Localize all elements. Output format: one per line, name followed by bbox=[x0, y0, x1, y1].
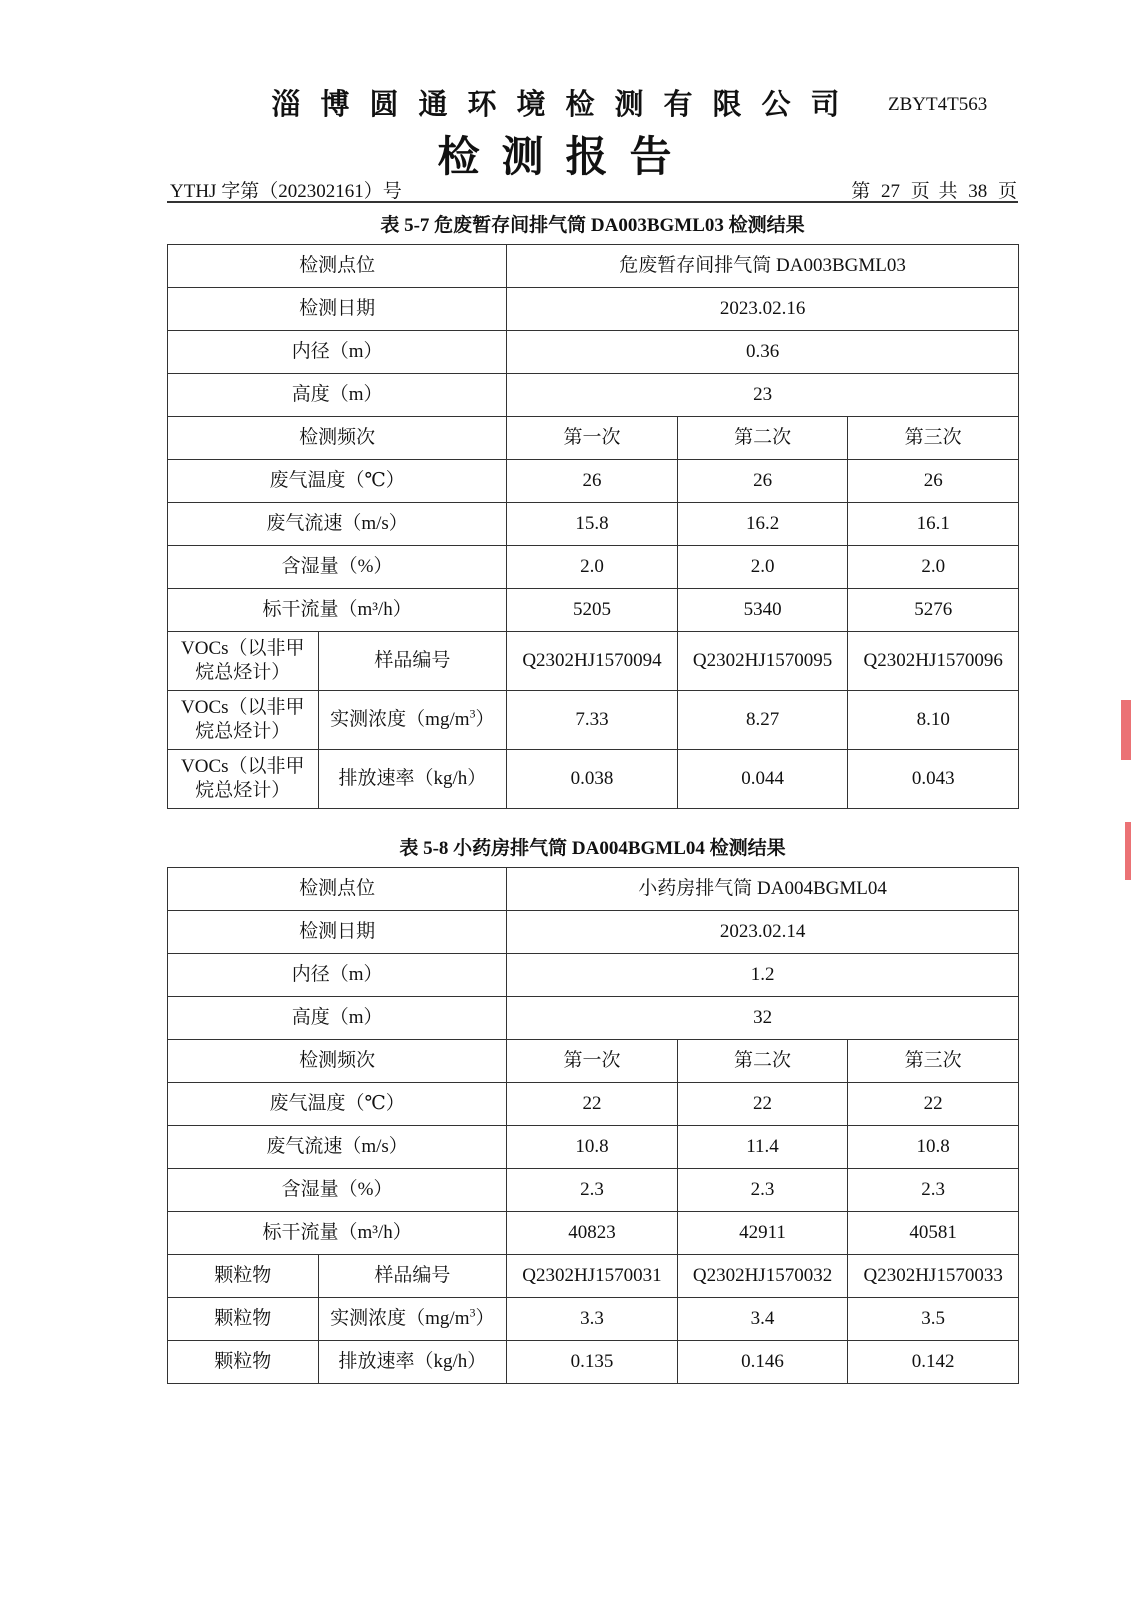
point-label: 检测点位 bbox=[168, 868, 507, 911]
company-name: 淄博圆通环境检测有限公司 bbox=[271, 89, 860, 121]
table-row bbox=[168, 1212, 1019, 1255]
frequency-cell: 第三次 bbox=[848, 417, 1019, 460]
velocity-cell: 11.4 bbox=[677, 1126, 848, 1169]
table1-caption: 表 5-7 危废暂存间排气筒 DA003BGML03 检测结果 bbox=[380, 215, 805, 236]
pollutant-name: 颗粒物 bbox=[168, 1255, 319, 1298]
table-row bbox=[168, 691, 1019, 750]
rate-cell: 0.038 bbox=[507, 750, 678, 809]
date-label: 检测日期 bbox=[168, 911, 507, 954]
temperature-cell: 22 bbox=[677, 1083, 848, 1126]
table-row bbox=[168, 288, 1019, 331]
velocity-label: 废气流速（m/s） bbox=[168, 503, 507, 546]
table-row bbox=[168, 1169, 1019, 1212]
velocity-cell: 10.8 bbox=[507, 1126, 678, 1169]
point-value: 小药房排气筒 DA004BGML04 bbox=[507, 868, 1019, 911]
pollutant-line2: 烷总烃计） bbox=[195, 721, 291, 742]
flow-cell: 5276 bbox=[848, 589, 1019, 632]
temperature-cell: 26 bbox=[677, 460, 848, 503]
moisture-cell: 2.3 bbox=[677, 1169, 848, 1212]
velocity-cell: 10.8 bbox=[848, 1126, 1019, 1169]
flow-label: 标干流量（m³/h） bbox=[168, 1212, 507, 1255]
table-row bbox=[168, 632, 1019, 691]
table-row bbox=[168, 750, 1019, 809]
header-divider bbox=[167, 201, 1018, 203]
sample-cell: Q2302HJ1570033 bbox=[848, 1255, 1019, 1298]
date-label: 检测日期 bbox=[168, 288, 507, 331]
table-row bbox=[168, 546, 1019, 589]
diameter-label: 内径（m） bbox=[168, 331, 507, 374]
diameter-label: 内径（m） bbox=[168, 954, 507, 997]
moisture-cell: 2.3 bbox=[507, 1169, 678, 1212]
pollutant-line1: VOCs（以非甲 bbox=[181, 756, 305, 777]
date-value: 2023.02.14 bbox=[507, 911, 1019, 954]
flow-label: 标干流量（m³/h） bbox=[168, 589, 507, 632]
table-row bbox=[168, 374, 1019, 417]
concentration-cell: 8.10 bbox=[848, 691, 1019, 750]
sample-cell: Q2302HJ1570032 bbox=[677, 1255, 848, 1298]
frequency-cell: 第二次 bbox=[677, 417, 848, 460]
pollutant-name: 颗粒物 bbox=[168, 1298, 319, 1341]
sample-cell: Q2302HJ1570096 bbox=[848, 632, 1019, 691]
velocity-cell: 16.1 bbox=[848, 503, 1019, 546]
report-title: 检测报告 bbox=[437, 135, 694, 181]
point-value: 危废暂存间排气筒 DA003BGML03 bbox=[507, 245, 1019, 288]
page-current: 27 bbox=[880, 181, 900, 202]
table-row bbox=[168, 868, 1019, 911]
height-value: 32 bbox=[507, 997, 1019, 1040]
rate-cell: 0.146 bbox=[677, 1341, 848, 1384]
table-row bbox=[168, 1040, 1019, 1083]
frequency-cell: 第一次 bbox=[507, 1040, 678, 1083]
pollutant-name: 颗粒物 bbox=[168, 1341, 319, 1384]
height-label: 高度（m） bbox=[168, 374, 507, 417]
table-row bbox=[168, 245, 1019, 288]
height-label: 高度（m） bbox=[168, 997, 507, 1040]
concentration-cell: 3.4 bbox=[677, 1298, 848, 1341]
moisture-cell: 2.0 bbox=[507, 546, 678, 589]
sample-label: 样品编号 bbox=[318, 1255, 507, 1298]
velocity-label: 废气流速（m/s） bbox=[168, 1126, 507, 1169]
concentration-cell: 8.27 bbox=[677, 691, 848, 750]
concentration-cell: 7.33 bbox=[507, 691, 678, 750]
table-row bbox=[168, 1298, 1019, 1341]
table-row bbox=[168, 417, 1019, 460]
table-row bbox=[168, 1126, 1019, 1169]
temperature-label: 废气温度（℃） bbox=[168, 1083, 507, 1126]
velocity-cell: 15.8 bbox=[507, 503, 678, 546]
seal-stamp-fragment bbox=[1121, 700, 1131, 760]
rate-label: 排放速率（kg/h） bbox=[318, 750, 507, 809]
pollutant-name bbox=[168, 632, 319, 691]
table-row bbox=[168, 503, 1019, 546]
height-value: 23 bbox=[507, 374, 1019, 417]
pollutant-line2: 烷总烃计） bbox=[195, 662, 291, 683]
table-row bbox=[168, 1083, 1019, 1126]
frequency-cell: 第一次 bbox=[507, 417, 678, 460]
flow-cell: 40581 bbox=[848, 1212, 1019, 1255]
document-number: YTHJ 字第（202302161）号 bbox=[170, 181, 402, 202]
sample-cell: Q2302HJ1570031 bbox=[507, 1255, 678, 1298]
frequency-cell: 第二次 bbox=[677, 1040, 848, 1083]
concentration-label: 实测浓度$(mg/m^3)$ bbox=[318, 691, 507, 750]
flow-cell: 40823 bbox=[507, 1212, 678, 1255]
pollutant-name bbox=[168, 691, 319, 750]
rate-cell: 0.043 bbox=[848, 750, 1019, 809]
table-row bbox=[168, 911, 1019, 954]
table1 bbox=[167, 244, 1019, 809]
sample-label: 样品编号 bbox=[318, 632, 507, 691]
diameter-value: 0.36 bbox=[507, 331, 1019, 374]
concentration-cell: 3.3 bbox=[507, 1298, 678, 1341]
temperature-cell: 26 bbox=[848, 460, 1019, 503]
temperature-label: 废气温度（℃） bbox=[168, 460, 507, 503]
table-row bbox=[168, 1341, 1019, 1384]
page-mid: 页 共 bbox=[910, 181, 958, 202]
moisture-label: 含湿量（%） bbox=[168, 546, 507, 589]
frequency-label: 检测频次 bbox=[168, 1040, 507, 1083]
pollutant-line1: VOCs（以非甲 bbox=[181, 697, 305, 718]
page-suffix: 页 bbox=[997, 181, 1017, 202]
pollutant-line2: 烷总烃计） bbox=[195, 780, 291, 801]
rate-cell: 0.044 bbox=[677, 750, 848, 809]
page-indicator bbox=[850, 176, 1018, 203]
table-row bbox=[168, 331, 1019, 374]
moisture-cell: 2.3 bbox=[848, 1169, 1019, 1212]
report-code: ZBYT4T563 bbox=[888, 94, 988, 115]
table-row bbox=[168, 1255, 1019, 1298]
frequency-cell: 第三次 bbox=[848, 1040, 1019, 1083]
moisture-cell: 2.0 bbox=[848, 546, 1019, 589]
diameter-value: 1.2 bbox=[507, 954, 1019, 997]
concentration-label: 实测浓度$(mg/m^3)$ bbox=[318, 1298, 507, 1341]
temperature-cell: 22 bbox=[848, 1083, 1019, 1126]
velocity-cell: 16.2 bbox=[677, 503, 848, 546]
seal-stamp-fragment bbox=[1125, 822, 1131, 880]
rate-label: 排放速率（kg/h） bbox=[318, 1341, 507, 1384]
rate-cell: 0.142 bbox=[848, 1341, 1019, 1384]
page-prefix: 第 bbox=[851, 181, 871, 202]
table2-caption: 表 5-8 小药房排气筒 DA004BGML04 检测结果 bbox=[399, 838, 786, 859]
table2 bbox=[167, 867, 1019, 1384]
pollutant-name bbox=[168, 750, 319, 809]
table-row bbox=[168, 589, 1019, 632]
table-row bbox=[168, 954, 1019, 997]
table-row bbox=[168, 997, 1019, 1040]
moisture-label: 含湿量（%） bbox=[168, 1169, 507, 1212]
concentration-cell: 3.5 bbox=[848, 1298, 1019, 1341]
date-value: 2023.02.16 bbox=[507, 288, 1019, 331]
flow-cell: 5340 bbox=[677, 589, 848, 632]
sample-cell: Q2302HJ1570094 bbox=[507, 632, 678, 691]
temperature-cell: 26 bbox=[507, 460, 678, 503]
sample-cell: Q2302HJ1570095 bbox=[677, 632, 848, 691]
frequency-label: 检测频次 bbox=[168, 417, 507, 460]
rate-cell: 0.135 bbox=[507, 1341, 678, 1384]
temperature-cell: 22 bbox=[507, 1083, 678, 1126]
page-total: 38 bbox=[968, 181, 988, 202]
moisture-cell: 2.0 bbox=[677, 546, 848, 589]
flow-cell: 42911 bbox=[677, 1212, 848, 1255]
pollutant-line1: VOCs（以非甲 bbox=[181, 638, 305, 659]
point-label: 检测点位 bbox=[168, 245, 507, 288]
flow-cell: 5205 bbox=[507, 589, 678, 632]
table-row bbox=[168, 460, 1019, 503]
